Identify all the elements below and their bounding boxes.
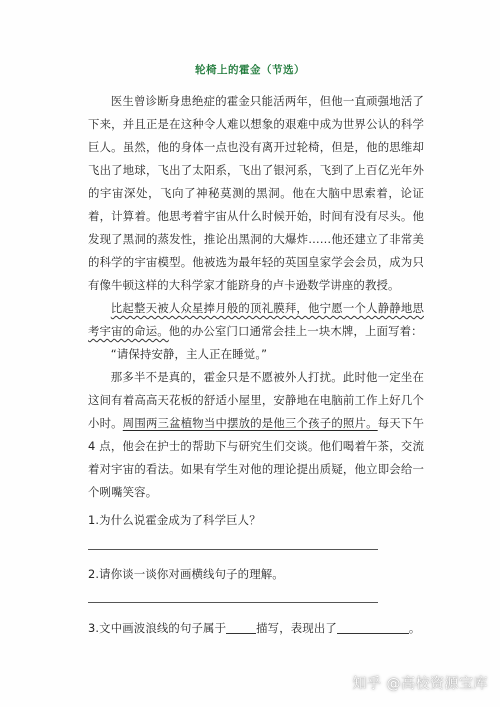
question-3	[88, 620, 420, 636]
question-3-part-c: 。	[408, 621, 421, 635]
answer-line-2[interactable]	[88, 602, 378, 603]
watermark: 知乎 @高校资源宝库	[352, 676, 488, 692]
wavy-underlined-sentence: 比起整天被人众星捧月般的顶礼膜拜，他宁愿一个人静静地思考宇宙的命运。	[88, 301, 424, 338]
question-3-part-b: 描写，表现出了	[256, 621, 337, 635]
passage	[88, 90, 424, 504]
document-title: 轮椅上的霍金（节选）	[195, 64, 305, 76]
question-2: 2.请你谈一谈你对画横线句子的理解。	[88, 567, 284, 581]
question-1: 1.为什么说霍金成为了科学巨人？	[88, 513, 261, 527]
paragraph-2-rest: 他的办公室门口通常会挂上一块木牌，上面写着：	[168, 324, 423, 338]
paragraph-3-sign-text: “请保持安静，主人正在睡觉。”	[110, 347, 268, 361]
paragraph-4	[88, 366, 424, 504]
underlined-sentence: 周围两三盆植物当中摆放的是他三个孩子的照片。	[122, 416, 378, 430]
paragraph-4-part-b: 每天下午 4 点，他会在护士的帮助下与研究生们交谈。他们喝着午茶，交流着对宇宙的看法。如果有学生对他的理论提出质疑，他立即会给一个咧嘴笑容。	[88, 416, 424, 499]
answer-blank-2[interactable]	[337, 621, 409, 634]
answer-line-1[interactable]	[88, 549, 378, 550]
paragraph-2	[88, 297, 424, 343]
question-3-part-a: 3.文中画波浪线的句子属于	[88, 621, 227, 635]
answer-blank-1[interactable]	[226, 621, 256, 634]
paragraph-4-part-a: 那多半不是真的，霍金只是不愿被外人打扰。此时他一定坐在这间有着高高天花板的舒适小屋里，安静地在电脑前工作上好几个小时。	[88, 370, 424, 430]
paragraph-1: 医生曾诊断身患绝症的霍金只能活两年，但他一直顽强地活了下来，并且正是在这种令人难以想象的艰难中成为世界公认的科学巨人。虽然，他的身体一点也没有离开过轮椅，但是，他的思维却飞出了地球，飞出了太阳系，飞出了银河系，飞到了上百亿光年外的宇宙深处，飞向了神秘莫测的黑洞。他在大脑中思索着，论证着，计算着。他思考着宇宙从什么时候开始，时间有没有尽头。他发现了黑洞的蒸发性，推论出黑洞的大爆炸……他还建立了非常美的科学的宇宙模型。他被选为最年轻的英国皇家学会会员，成为只有像牛顿这样的大科学家才能跻身的卢卡逊数学讲座的教授。	[88, 94, 424, 292]
